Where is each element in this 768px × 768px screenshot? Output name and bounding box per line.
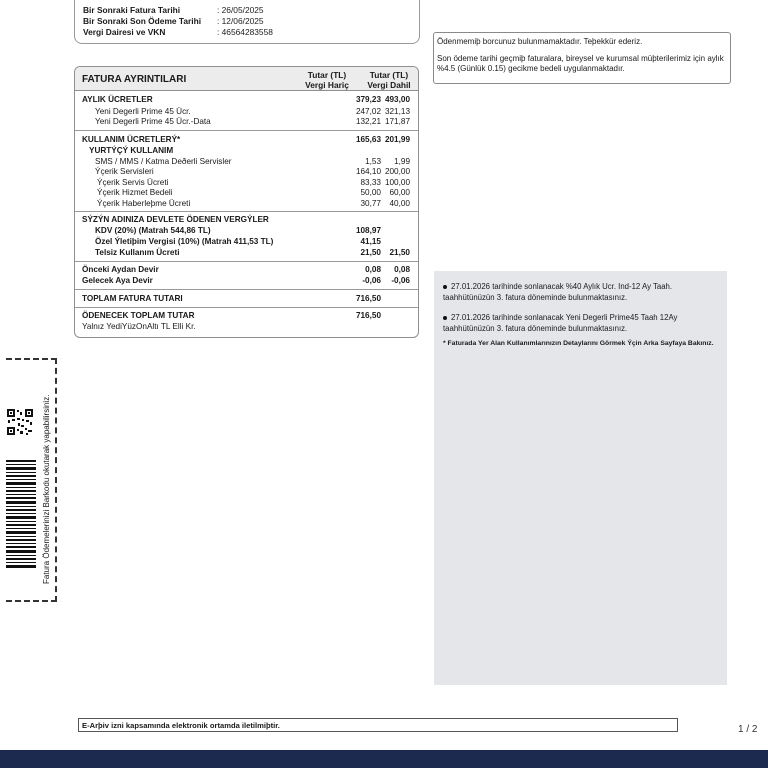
row-label: SMS / MMS / Katma Deðerli Servisler — [95, 156, 232, 166]
row-incl-tax: 321,13 — [384, 106, 410, 116]
total-invoice-label: TOPLAM FATURA TUTARI — [82, 294, 183, 303]
table-row — [75, 167, 418, 178]
table-row — [75, 265, 418, 276]
col-incl-tax-header — [361, 70, 417, 90]
row-excl-tax: 108,97 — [355, 226, 381, 235]
row-excl-tax: 164,10 — [355, 167, 381, 176]
row-incl-tax: -0,06 — [391, 275, 410, 285]
table-row — [75, 146, 418, 157]
commitment-text: 27.01.2026 tarihinde sonlanacak %40 Aylık Ucr. Ind-12 Ay Taah. taahhütünüzün 3. fatura döneminde bulunmaktasınız. — [443, 282, 673, 302]
tax-office-value: : 46564283558 — [217, 27, 273, 37]
commitment-info-panel — [434, 271, 727, 685]
barcode-instruction: Fatura Ödemelerinizi Barkodu okutarak yapabilirsiniz. — [42, 394, 51, 584]
table-row — [75, 199, 418, 210]
table-row — [75, 95, 418, 106]
row-label: Yeni Degerli Prime 45 Ücr. — [95, 106, 191, 116]
table-row — [75, 294, 418, 305]
row-label: Özel Ýletiþim Vergisi (10%) (Matrah 411,53 TL) — [95, 237, 274, 246]
total-invoice-amount: 716,50 — [355, 294, 381, 303]
invoice-details-table — [74, 66, 419, 338]
row-incl-tax: 100,00 — [384, 177, 410, 187]
barcode-payment-area — [6, 358, 57, 602]
table-row — [75, 311, 418, 322]
commitment-item — [443, 312, 721, 334]
row-excl-tax: 50,00 — [360, 188, 381, 197]
commitment-text: 27.01.2026 tarihinde sonlanacak Yeni Degerli Prime45 Taah 12Ay taahhütünüzün 3. fatura döneminde bulunmaktasınız. — [443, 313, 678, 333]
barcode-icon — [6, 460, 36, 570]
table-row — [75, 215, 418, 226]
next-invoice-date-value: : 26/05/2025 — [217, 5, 264, 15]
row-excl-tax: 83,33 — [360, 177, 381, 187]
row-excl-tax: 30,77 — [360, 198, 381, 208]
divider — [75, 130, 418, 131]
next-invoice-info-box — [74, 0, 420, 44]
divider — [75, 307, 418, 308]
row-incl-tax: 493,00 — [384, 95, 410, 104]
table-row — [75, 188, 418, 199]
row-label: Ýçerik Hizmet Bedeli — [97, 188, 173, 197]
next-due-date-row — [83, 16, 264, 26]
details-title: FATURA AYRINTILARI — [82, 74, 187, 85]
page-number: 1 / 2 — [738, 724, 758, 735]
usage-details-note: * Faturada Yer Alan Kullanımlarınızın Detaylarını Görmek Ýçin Arka Sayfaya Bakınız. — [443, 340, 714, 347]
table-row — [75, 117, 418, 128]
row-excl-tax: 41,15 — [360, 237, 381, 246]
row-incl-tax: 1,99 — [394, 156, 410, 166]
col-incl-tax-line1: Tutar (TL) — [369, 70, 409, 80]
next-invoice-date-row — [83, 5, 264, 15]
details-header — [75, 67, 418, 91]
col-excl-tax-line1: Tutar (TL) — [307, 70, 347, 80]
row-incl-tax: 60,00 — [389, 188, 410, 197]
row-label: Önceki Aydan Devir — [82, 265, 159, 274]
row-excl-tax: -0,06 — [362, 275, 381, 285]
tax-office-label: Vergi Dairesi ve VKN — [83, 27, 166, 37]
amount-in-words: Yalnız YediYüzOnAltı TL Elli Kr. — [82, 321, 196, 331]
col-incl-tax-line2: Vergi Dahil — [367, 80, 411, 90]
bullet-icon — [443, 285, 447, 289]
next-due-date-value: : 12/06/2025 — [217, 16, 264, 26]
row-excl-tax: 1,53 — [365, 156, 381, 166]
row-incl-tax: 200,00 — [384, 167, 410, 176]
e-archive-notice: E-Arþiv izni kapsamında elektronik ortamda iletilmiþtir. — [78, 718, 678, 732]
row-excl-tax: 132,21 — [355, 117, 381, 126]
table-row — [75, 248, 418, 259]
divider — [75, 261, 418, 262]
table-row — [75, 226, 418, 237]
row-label: Ýçerik Servis Ücreti — [97, 177, 169, 187]
row-label: KULLANIM ÜCRETLERÝ* — [82, 135, 181, 144]
row-excl-tax: 247,02 — [355, 106, 381, 116]
row-label: Yeni Degerli Prime 45 Ücr.-Data — [95, 117, 211, 126]
row-excl-tax: 21,50 — [360, 248, 381, 257]
table-row — [75, 135, 418, 146]
row-label: KDV (20%) (Matrah 544,86 TL) — [95, 226, 211, 235]
col-excl-tax-header — [297, 70, 357, 90]
row-label: SÝZÝN ADINIZA DEVLETE ÖDENEN VERGÝLER — [82, 215, 269, 224]
row-incl-tax: 21,50 — [389, 248, 410, 257]
next-due-date-label: Bir Sonraki Son Ödeme Tarihi — [83, 16, 202, 26]
divider — [75, 289, 418, 290]
divider — [75, 211, 418, 212]
row-incl-tax: 40,00 — [389, 198, 410, 208]
row-label: Gelecek Aya Devir — [82, 275, 153, 285]
next-invoice-date-label: Bir Sonraki Fatura Tarihi — [83, 5, 181, 15]
row-incl-tax: 201,99 — [384, 135, 410, 144]
row-label: Telsiz Kullanım Ücreti — [95, 248, 180, 257]
commitment-item — [443, 281, 721, 303]
table-row — [75, 157, 418, 168]
table-row — [75, 237, 418, 248]
table-row — [75, 107, 418, 118]
tax-office-row — [83, 27, 273, 37]
notice-no-debt: Ödenmemiþ borcunuz bulunmamaktadır. Teþekkür ederiz. — [437, 37, 643, 46]
qr-code-icon — [6, 408, 34, 436]
table-row — [75, 276, 418, 287]
row-incl-tax: 171,87 — [384, 117, 410, 126]
row-label: Ýçerik Haberleþme Ücreti — [97, 198, 191, 208]
payment-notice-box — [433, 32, 731, 84]
amount-due-value: 716,50 — [355, 311, 381, 320]
row-excl-tax: 0,08 — [365, 265, 381, 274]
footer-bar — [0, 750, 768, 768]
row-excl-tax: 379,23 — [355, 95, 381, 104]
notice-late-fee: Son ödeme tarihi geçmiþ faturalara, bireysel ve kurumsal müþterilerimiz için aylık %4.5 (Günlük 0.15) gecikme bedeli uygulanmaktadır. — [437, 53, 724, 73]
col-excl-tax-line2: Vergi Hariç — [305, 80, 349, 90]
table-row — [75, 322, 418, 333]
row-label: YURTÝÇÝ KULLANIM — [89, 146, 174, 155]
bullet-icon — [443, 316, 447, 320]
row-label: Ýçerik Servisleri — [95, 167, 154, 176]
row-label: AYLIK ÜCRETLER — [82, 95, 153, 104]
row-incl-tax: 0,08 — [394, 265, 410, 274]
row-excl-tax: 165,63 — [355, 135, 381, 144]
amount-due-label: ÖDENECEK TOPLAM TUTAR — [82, 311, 195, 320]
table-row — [75, 178, 418, 189]
